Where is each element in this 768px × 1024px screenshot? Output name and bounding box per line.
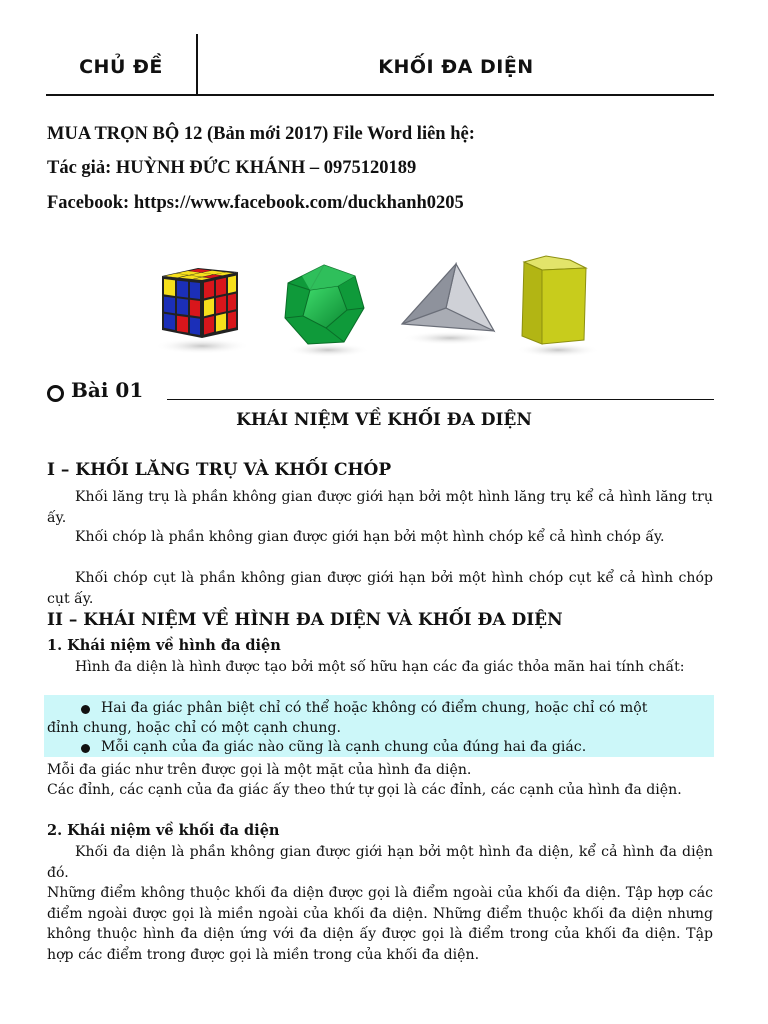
dodecahedron-icon	[285, 265, 370, 357]
section2-heading: II – KHÁI NIỆM VỀ HÌNH ĐA DIỆN VÀ KHỐI ĐA DIỆN	[47, 610, 563, 630]
lesson-label: Bài 01	[71, 378, 144, 402]
bullet-dot-icon	[81, 744, 90, 753]
subsection1-paragraph-1: Hình đa diện là hình được tạo bởi một số hữu hạn các đa giác thỏa mãn hai tính chất:	[75, 659, 685, 675]
author-info: Tác giả: HUỲNH ĐỨC KHÁNH – 0975120189	[47, 158, 417, 178]
subsection1-paragraph-3: Các đỉnh, các cạnh của đa giác ấy theo thứ tự gọi là các đỉnh, các cạnh của hình đa diện.	[47, 782, 682, 798]
rubik-cube-icon	[154, 268, 250, 354]
section1-paragraph-3: Khối chóp cụt là phần không gian được giới hạn bởi một hình chóp cụt kể cả hình chóp cụt ấy.	[47, 570, 713, 607]
subsection2-paragraph-1: Khối đa diện là phần không gian được giới hạn bởi một hình đa diện, kể cả hình đa diện đó.	[47, 844, 713, 881]
tetrahedron-icon	[402, 264, 498, 345]
bullet-dot-icon	[81, 705, 90, 714]
property-1-line-2: đỉnh chung, hoặc chỉ có một cạnh chung.	[47, 720, 341, 736]
subsection1-paragraph-2: Mỗi đa giác như trên được gọi là một mặt của hình đa diện.	[47, 762, 472, 778]
subsection1-heading: 1. Khái niệm về hình đa diện	[47, 637, 281, 654]
facebook-info: Facebook: https://www.facebook.com/duckhanh0205	[47, 193, 464, 213]
solids-illustration	[150, 238, 620, 373]
purchase-info: MUA TRỌN BỘ 12 (Bản mới 2017) File Word liên hệ:	[47, 124, 475, 144]
lesson-title: KHÁI NIỆM VỀ KHỐI ĐA DIỆN	[236, 410, 532, 430]
section1-heading: I – KHỐI LĂNG TRỤ VÀ KHỐI CHÓP	[47, 460, 392, 480]
subsection2-heading: 2. Khái niệm về khối đa diện	[47, 822, 280, 839]
property-1-line-1: Hai đa giác phân biệt chỉ có thể hoặc không có điểm chung, hoặc chỉ có một	[101, 700, 648, 716]
lesson-rule	[167, 399, 714, 400]
lesson-heading	[47, 378, 714, 408]
circle-bullet-icon	[47, 385, 64, 402]
page-header	[46, 34, 714, 96]
section1-paragraph-2: Khối chóp là phần không gian được giới hạn bởi một hình chóp kể cả hình chóp ấy.	[75, 529, 665, 545]
pentagonal-prism-icon	[516, 256, 600, 357]
topic-label: CHỦ ĐỀ	[79, 56, 163, 78]
subsection2-paragraph-2: Những điểm không thuộc khối đa diện được gọi là điểm ngoài của khối đa diện. Tập hợp các điểm ngoài được gọi là miền ngoài của khối đa diện. Những điểm thuộc khối đa diện nhưng không thuộc hình đa diện ứng với đa diện ấy được gọi là điểm trong của khối đa diện. Tập hợp các điểm trong được gọi là miền trong của khối đa diện.	[47, 885, 713, 963]
section1-paragraph-1: Khối lăng trụ là phần không gian được giới hạn bởi một hình lăng trụ kể cả hình lăng trụ ấy.	[47, 489, 713, 526]
property-2: Mỗi cạnh của đa giác nào cũng là cạnh chung của đúng hai đa giác.	[101, 739, 587, 755]
topic-title: KHỐI ĐA DIỆN	[378, 56, 534, 78]
